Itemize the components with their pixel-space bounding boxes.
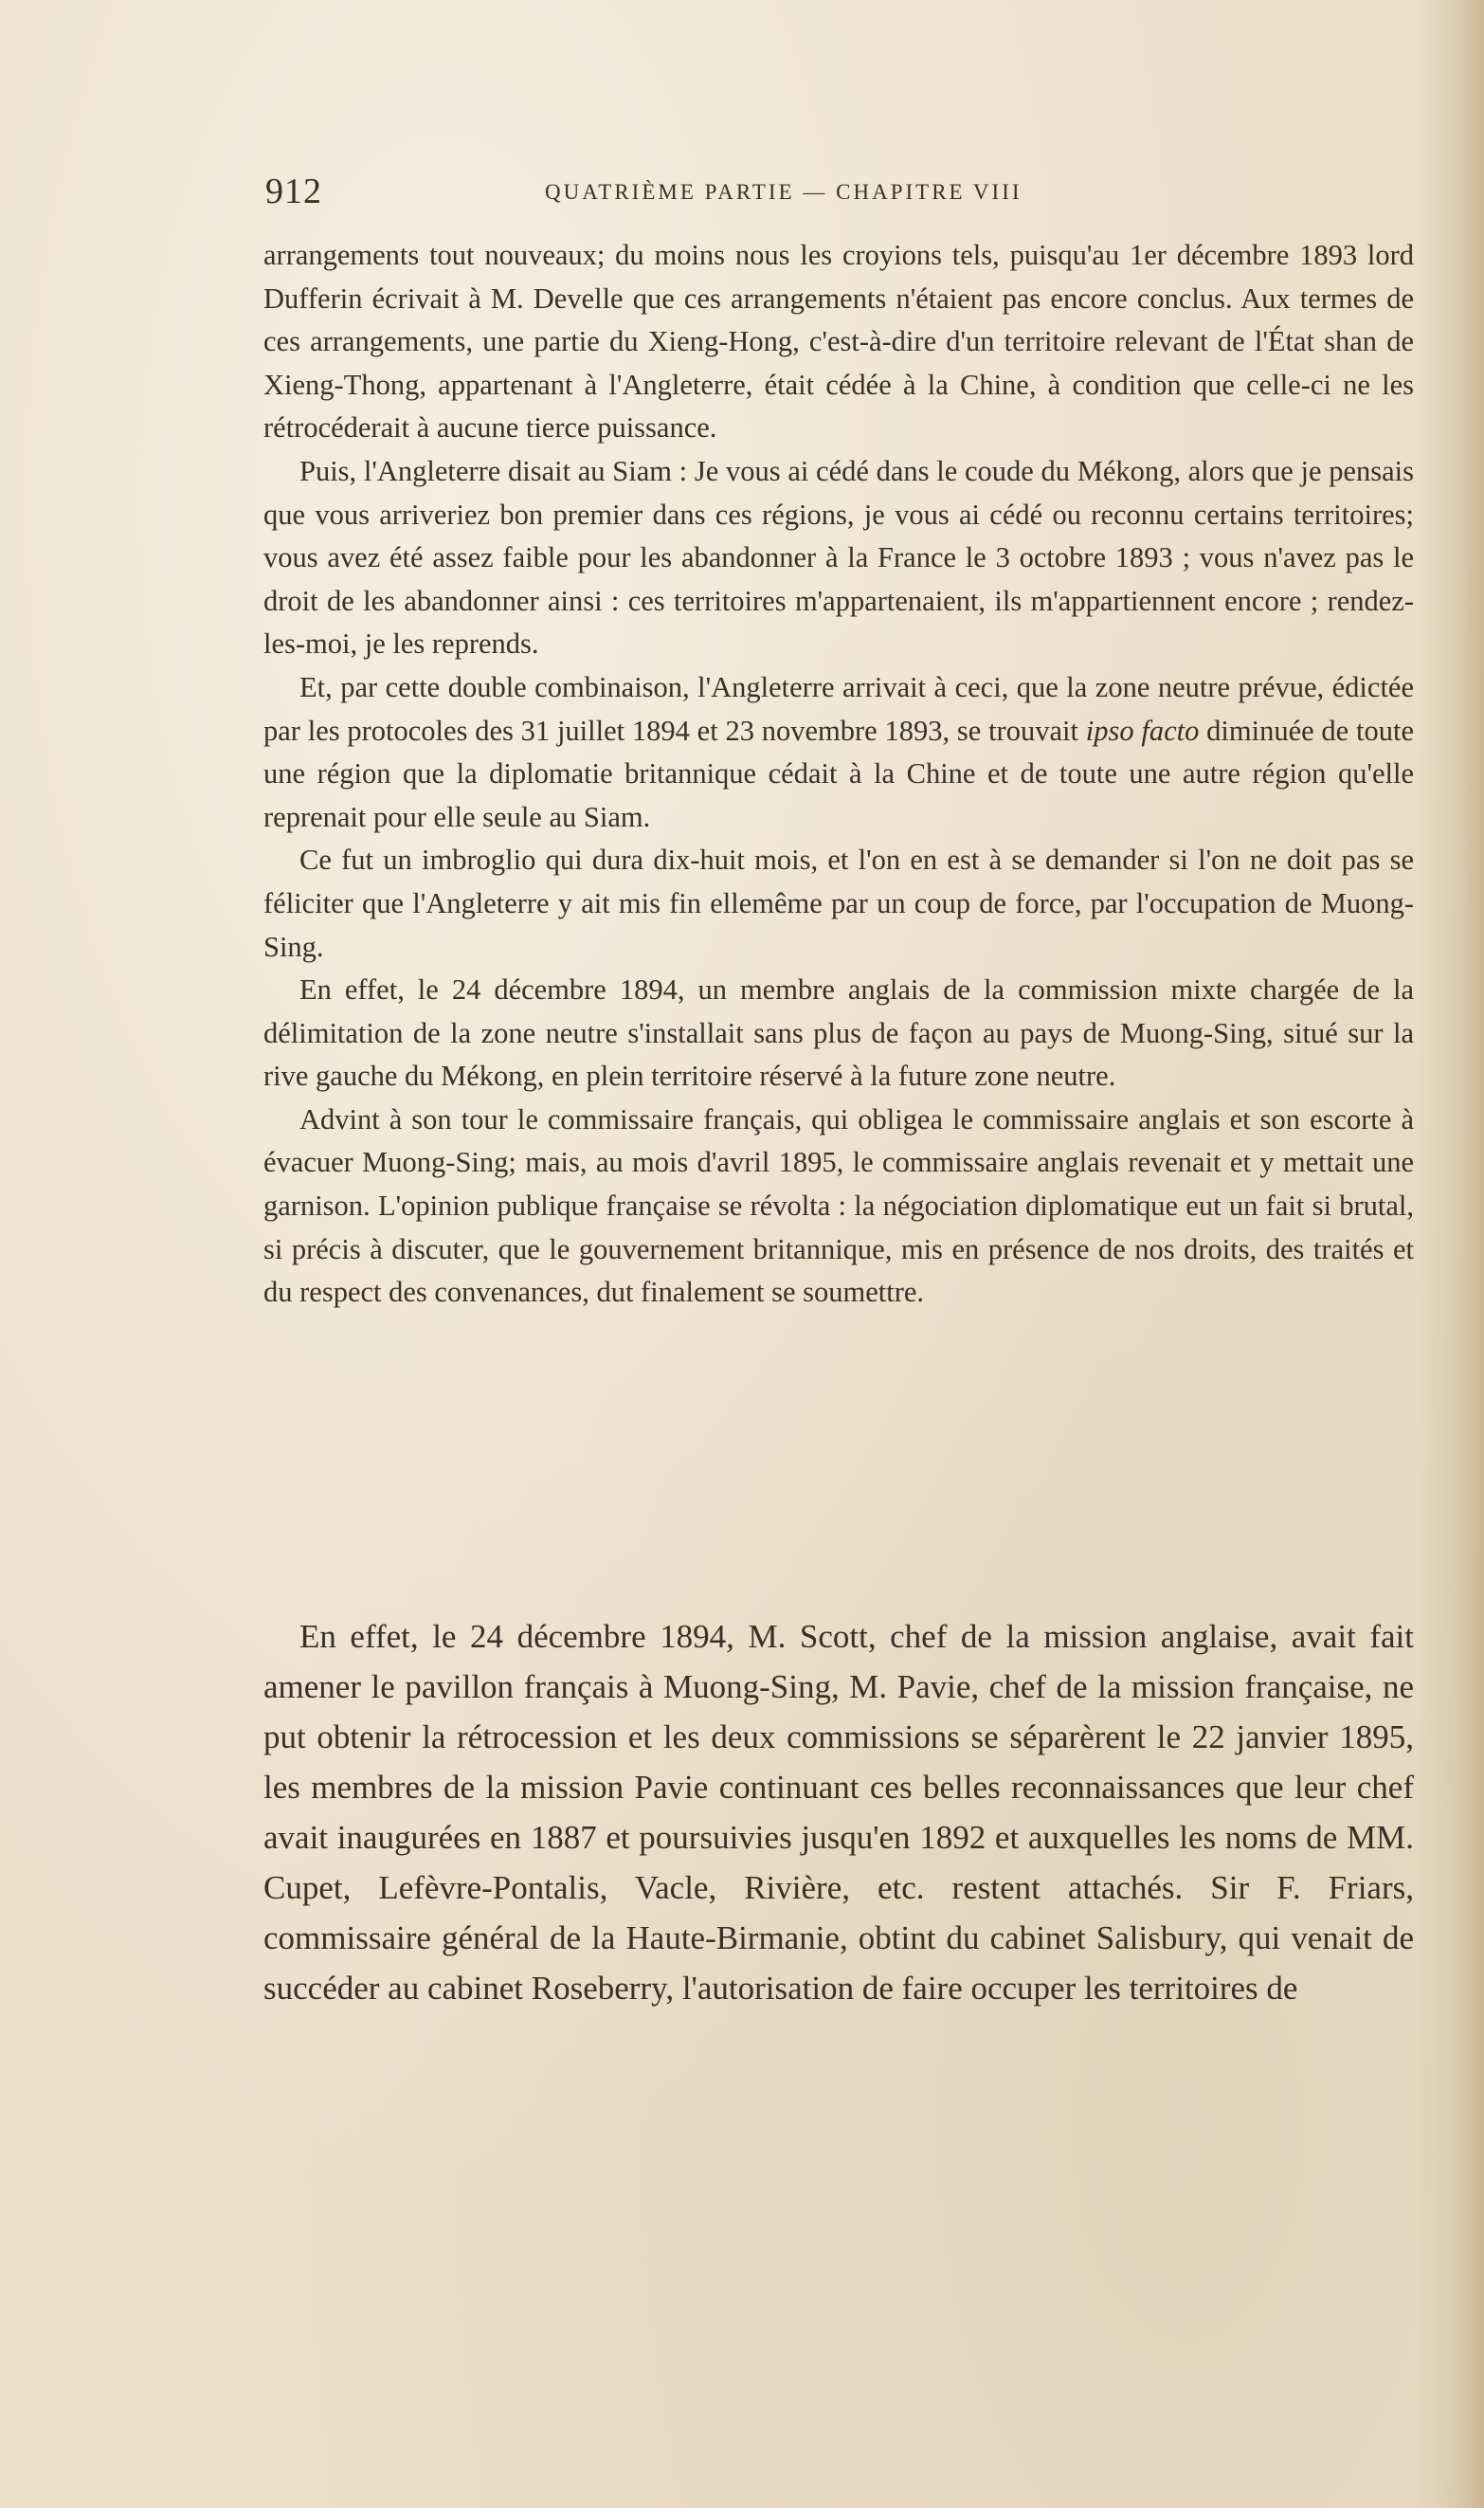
paragraph: Puis, l'Angleterre disait au Siam : Je vous ai cédé dans le coude du Mékong, alors que je pensais que vous arriveriez bon premier dans ces régions, je vous ai cédé ou reconnu certains territoires; vous avez été assez faible pour les abandonner à la France le 3 octobre 1893 ; vous n'avez pas le droit de les abandonner ainsi : ces territoires m'appartenaient, ils m'appartiennent encore ; rendez-les-moi, je les reprends. [263, 454, 1414, 661]
paragraph: En effet, le 24 décembre 1894, M. Scott, chef de la mission anglaise, avait fait amener le pavillon français à Muong-Sing, M. Pavie, chef de la mission française, ne put obtenir la rétrocession et les deux commissions se séparèrent le 22 janvier 1895, les membres de la mission Pavie continuant ces belles reconnaissances que leur chef avait inaugurées en 1887 et poursuivies jusqu'en 1892 et auxquelles les noms de MM. Cupet, Lefèvre-Pontalis, Vacle, Rivière, etc. restent attachés. Sir F. Friars, commissaire général de la Haute-Birmanie, obtint du cabinet Salisbury, qui venait de succéder au cabinet Roseberry, l'autorisation de faire occuper les territoires de [263, 1618, 1414, 2007]
page-header [265, 171, 1412, 218]
running-head: QUATRIÈME PARTIE — CHAPITRE VIII [545, 180, 1023, 204]
paragraph [263, 666, 1414, 839]
main-text-block [263, 234, 1414, 1315]
paragraph-text: diminuée de toute une région que la diplomatie britannique cédait à la Chine et de toute une autre région qu'elle reprenait pour elle seule au Siam. [263, 714, 1414, 833]
paragraph: arrangements tout nouveaux; du moins nous les croyions tels, puisqu'au 1er décembre 1893 lord Dufferin écrivait à M. Develle que ces arrangements n'étaient pas encore conclus. Aux termes de ces arrangements, une partie du Xieng-Hong, c'est-à-dire d'un territoire relevant de l'État shan de Xieng-Thong, appartenant à l'Angleterre, était cédée à la Chine, à condition que celle-ci ne les rétrocéderait à aucune tierce puissance. [263, 239, 1414, 445]
paragraph: Advint à son tour le commissaire français, qui obligea le commissaire anglais et son escorte à évacuer Muong-Sing; mais, au mois d'avril 1895, le commissaire anglais revenait et y mettait une garnison. L'opinion publique française se révolta : la négociation diplomatique eut un fait si brutal, si précis à discuter, que le gouvernement britannique, mis en présence de nos droits, des traités et du respect des convenances, dut finalement se soumettre. [263, 1102, 1414, 1309]
paragraph-text: Et, par cette double combinaison, l'Angleterre arrivait à ceci, que la zone neutre prévue, édictée par les protocoles des 31 juillet 1894 et 23 novembre 1893, se trouvait [263, 670, 1414, 747]
page-edge-shadow [1418, 0, 1484, 2508]
paragraph: En effet, le 24 décembre 1894, un membre anglais de la commission mixte chargée de la délimitation de la zone neutre s'installait sans plus de façon au pays de Muong-Sing, situé sur la rive gauche du Mékong, en plein territoire réservé à la future zone neutre. [263, 973, 1414, 1093]
secondary-text-block [263, 1611, 1414, 2013]
italic-phrase: ipso facto [1085, 714, 1200, 747]
paragraph: Ce fut un imbroglio qui dura dix-huit mois, et l'on en est à se demander si l'on ne doit pas se féliciter que l'Angleterre y ait mis fin ellemême par un coup de force, par l'occupation de Muong-Sing. [263, 844, 1414, 963]
page-number: 912 [265, 172, 322, 211]
